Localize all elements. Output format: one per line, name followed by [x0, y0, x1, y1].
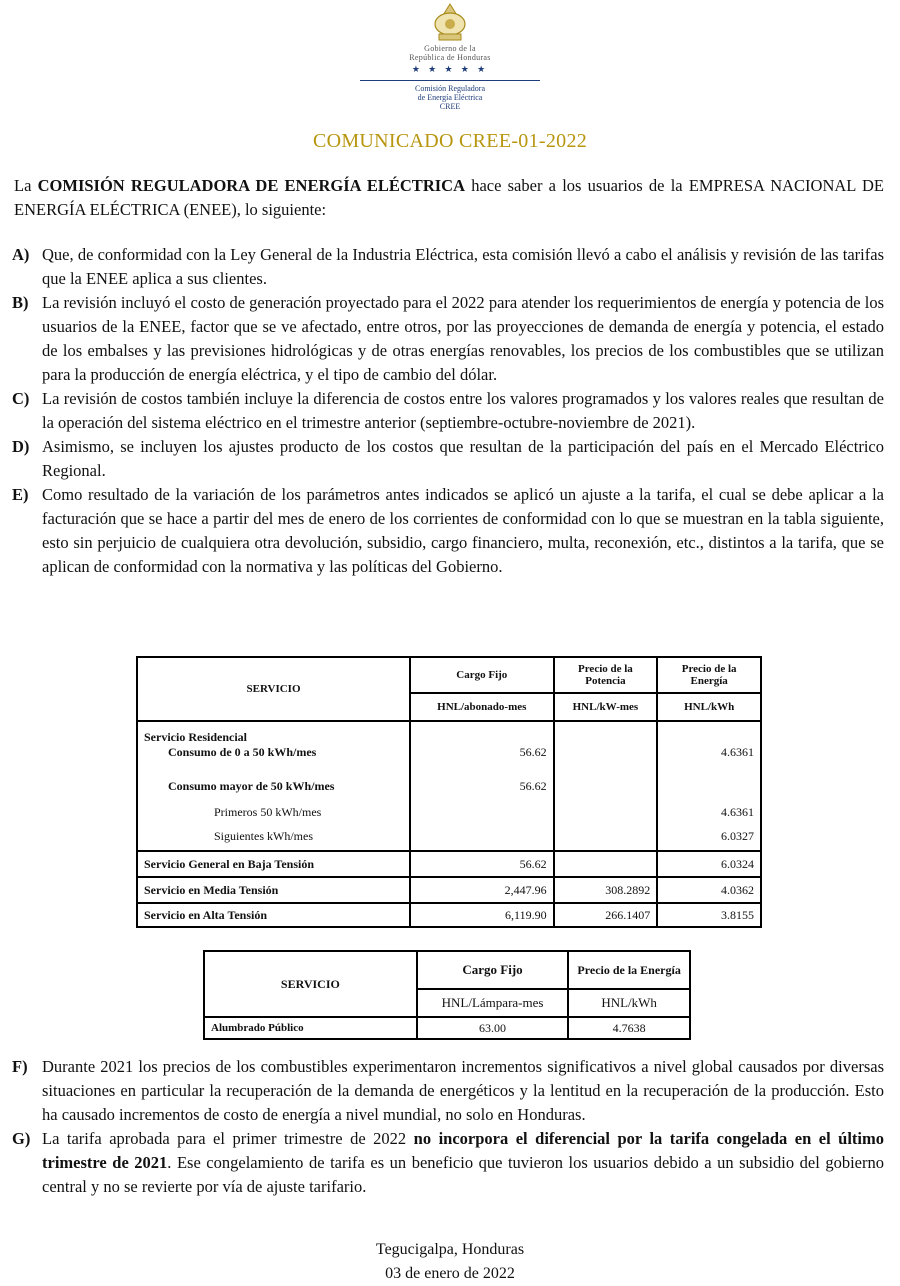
intro-lead: La: [14, 176, 38, 195]
header-servicio: SERVICIO: [137, 657, 410, 721]
cell-cargo: 56.62: [410, 851, 554, 877]
cell-cargo: 2,447.96: [410, 877, 554, 903]
cree-line1: Comisión Reguladora: [415, 84, 485, 93]
item-text: Asimismo, se incluyen los ajustes producto de los costos que resultan de la participación del país en el Mercado Eléctrico Regional.: [42, 437, 884, 480]
row-alta: Servicio en Alta Tensión: [137, 903, 410, 927]
tariff-table: [136, 656, 762, 928]
item-label: D): [12, 437, 30, 456]
date-line: 03 de enero de 2022: [385, 1265, 515, 1282]
cell-energia: 4.0362: [657, 877, 761, 903]
intro-rest: hace saber a los usuarios de la EMPRESA NACIONAL DE ENERGÍA ELÉCTRICA (ENEE), lo siguiente:: [14, 176, 884, 219]
page-title: COMUNICADO CREE-01-2022: [312, 130, 588, 152]
public-lighting-table: [203, 950, 691, 1040]
list-item: [12, 243, 884, 291]
items-list-2: [12, 1055, 884, 1199]
government-name: [0, 44, 900, 62]
row-residencial: Servicio Residencial: [137, 721, 410, 745]
cree-line2: de Energía Eléctrica: [417, 93, 483, 102]
header-precio-energia: Precio de la Energía: [568, 951, 690, 989]
cell-cargo: 56.62: [410, 745, 554, 779]
list-item: [12, 387, 884, 435]
header-precio-energia: Precio de la Energía: [657, 657, 761, 693]
header-precio-potencia: Precio de la Potencia: [554, 657, 658, 693]
unit-cargo: HNL/abonado-mes: [410, 693, 554, 721]
items-list: [12, 243, 884, 579]
item-label: B): [12, 293, 29, 312]
list-item: [12, 291, 884, 387]
stars-icon: ★ ★ ★ ★ ★: [411, 64, 489, 74]
cell-cargo: 56.62: [410, 779, 554, 805]
item-text: . Ese congelamiento de tarifa es un beneficio que tuvieron los usuarios debido a un subsidio del gobierno central y no se revierte por vía de ajuste tarifario.: [42, 1153, 884, 1196]
item-label: C): [12, 389, 30, 408]
cell-energia: 6.0327: [657, 829, 761, 851]
item-label: F): [12, 1057, 28, 1076]
cell-energia: 6.0324: [657, 851, 761, 877]
unit-cargo: HNL/Lámpara-mes: [417, 989, 568, 1017]
row-consumo-0-50: Consumo de 0 a 50 kWh/mes: [137, 745, 410, 779]
place-line: Tegucigalpa, Honduras: [375, 1241, 525, 1258]
row-media: Servicio en Media Tensión: [137, 877, 410, 903]
item-text: La revisión de costos también incluye la diferencia de costos entre los valores programados y los valores reales que resultan de la operación del sistema eléctrico en el trimestre anterior (septiembre-octubre-noviembre de 2021).: [42, 389, 884, 432]
cell-potencia: 266.1407: [554, 903, 658, 927]
row-general: Servicio General en Baja Tensión: [137, 851, 410, 877]
cell-energia: 4.6361: [657, 805, 761, 829]
item-text: La tarifa aprobada para el primer trimestre de 2022: [42, 1129, 414, 1148]
cell-cargo: 6,119.90: [410, 903, 554, 927]
cell-cargo: 63.00: [417, 1017, 568, 1039]
intro-org-name: COMISIÓN REGULADORA DE ENERGÍA ELÉCTRICA: [37, 176, 465, 195]
list-item: [12, 1127, 884, 1199]
list-item: [12, 483, 884, 579]
cree-name: [0, 84, 900, 111]
row-alumbrado: Alumbrado Público: [204, 1017, 417, 1039]
list-item: [12, 1055, 884, 1127]
cell-energia: 4.7638: [568, 1017, 690, 1039]
item-emphasis: no incorpora el diferencial por la tarifa congelada en el último trimestre de 2021: [42, 1129, 884, 1172]
gov-line1: Gobierno de la: [424, 44, 476, 53]
list-item: [12, 435, 884, 483]
unit-energia: HNL/kWh: [657, 693, 761, 721]
item-label: A): [12, 245, 30, 264]
cell-potencia: 308.2892: [554, 877, 658, 903]
gov-line2: República de Honduras: [409, 53, 491, 62]
row-primeros: Primeros 50 kWh/mes: [137, 805, 410, 829]
header-cargo-fijo: Cargo Fijo: [410, 657, 554, 693]
unit-energia: HNL/kWh: [568, 989, 690, 1017]
row-consumo-mayor: Consumo mayor de 50 kWh/mes: [137, 779, 410, 805]
intro-paragraph: [14, 174, 884, 222]
cree-line3: CREE: [439, 102, 461, 111]
item-label: E): [12, 485, 29, 504]
coat-of-arms-logo: [425, 2, 475, 44]
item-label: G): [12, 1129, 31, 1148]
unit-potencia: HNL/kW-mes: [554, 693, 658, 721]
item-text: Durante 2021 los precios de los combustibles experimentaron incrementos significativos a nivel global causados por diversas situaciones en particular la recuperación de la demanda de energéticos y la lentitud en la recuperación de la producción. Esto ha causado incrementos de costo de energía a nivel mundial, no solo en Honduras.: [42, 1057, 884, 1124]
header-divider: [360, 80, 540, 81]
row-siguientes: Siguientes kWh/mes: [137, 829, 410, 851]
cell-energia: 3.8155: [657, 903, 761, 927]
cell-energia: 4.6361: [657, 745, 761, 779]
item-text: Que, de conformidad con la Ley General de la Industria Eléctrica, esta comisión llevó a cabo el análisis y revisión de las tarifas que la ENEE aplica a sus clientes.: [42, 245, 884, 288]
header-servicio: SERVICIO: [204, 951, 417, 1017]
item-text: La revisión incluyó el costo de generación proyectado para el 2022 para atender los requerimientos de energía y potencia de los usuarios de la ENEE, factor que se ve afectado, entre otros, por las proyecciones de demanda de energía y potencia, el estado de los embalses y las previsiones hidrológicas y de otras energías renovables, los precios de los combustibles que se utilizan para la producción de energía eléctrica, y el tipo de cambio del dólar.: [42, 293, 884, 384]
item-text: Como resultado de la variación de los parámetros antes indicados se aplicó un ajuste a la tarifa, el cual se debe aplicar a la facturación que se hace a partir del mes de enero de los corrientes de conformidad con lo que se muestran en la tabla siguiente, esto sin perjuicio de cualquiera otra devolución, subsidio, cargo financiero, multa, reconexión, etc., distintos a la tarifa, que se aplican de conformidad con la normativa y las políticas del Gobierno.: [42, 485, 884, 576]
header-cargo-fijo: Cargo Fijo: [417, 951, 568, 989]
